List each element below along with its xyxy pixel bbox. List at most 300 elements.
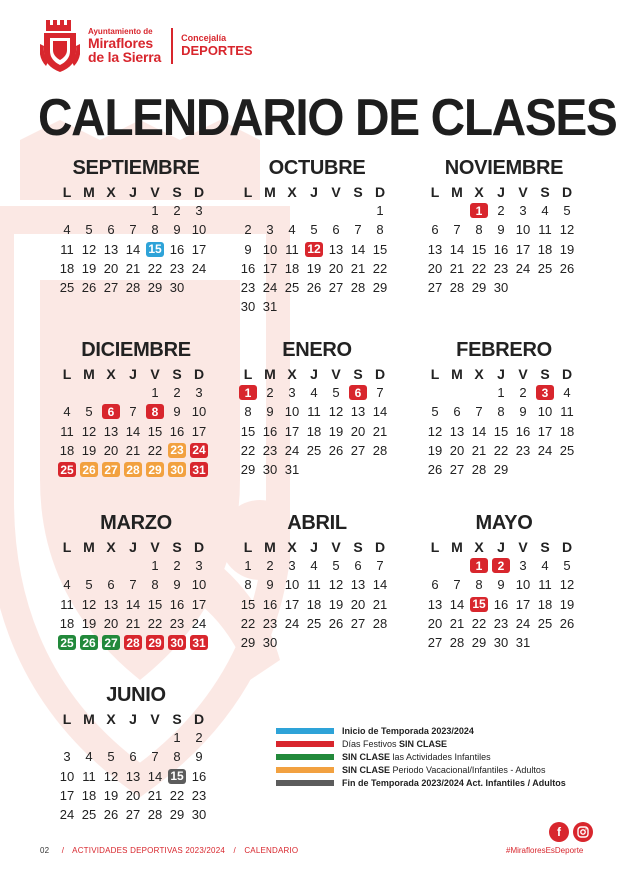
day-cell: 28 [350,280,366,296]
social-links [549,822,593,842]
day-cell: 13 [449,423,465,439]
header [40,16,253,76]
day-cell: 7 [354,222,362,238]
weekday-label: J [497,183,505,200]
day-cell: 27 [350,442,366,458]
day-cell: 30 [169,280,185,296]
day-cell: 30 [262,462,278,478]
day-marker-blue: 15 [146,242,164,257]
day-cell: 1 [244,558,252,574]
month-grid [237,364,397,479]
day-cell: 16 [493,596,509,612]
day-cell: 10 [284,404,300,420]
weekday-label: J [129,365,137,382]
day-cell: 22 [493,442,509,458]
day-cell: 25 [284,280,300,296]
day-cell: 7 [129,222,137,238]
day-cell [144,240,166,259]
day-cell: 5 [563,203,571,219]
day-cell: 24 [191,615,207,631]
day-cell: 7 [129,404,137,420]
day-cell: 18 [81,787,97,803]
day-cell: 3 [519,558,527,574]
day-marker-red: 25 [58,462,76,477]
day-cell [237,383,259,402]
day-cell: 19 [559,596,575,612]
day-cell: 20 [328,260,344,276]
day-cell: 16 [515,423,531,439]
day-cell [78,460,100,479]
day-cell: 25 [306,442,322,458]
day-cell: 6 [354,558,362,574]
month-block [56,511,216,652]
day-cell: 15 [471,241,487,257]
day-cell: 28 [125,280,141,296]
day-cell: 24 [515,615,531,631]
day-cell: 21 [125,442,141,458]
weekday-label: D [193,710,205,727]
weekday-label: L [430,365,440,382]
day-cell [188,633,210,652]
day-cell: 17 [191,596,207,612]
day-cell: 14 [372,404,388,420]
legend [276,724,566,789]
day-cell: 31 [284,462,300,478]
weekday-label: J [129,183,137,200]
day-cell: 8 [151,222,159,238]
org-name [88,28,161,65]
weekday-label: V [518,365,528,382]
day-cell: 28 [449,635,465,651]
day-marker-red: 24 [190,443,208,458]
weekday-label: J [497,365,505,382]
day-cell: 23 [515,442,531,458]
day-cell: 22 [471,615,487,631]
month-block [424,156,584,297]
month-grid [424,537,584,652]
day-cell: 5 [563,558,571,574]
day-cell: 8 [244,577,252,593]
day-cell: 16 [493,241,509,257]
day-cell: 21 [350,260,366,276]
month-name: OCTUBRE [268,157,366,179]
day-cell [534,383,556,402]
day-cell: 29 [169,807,185,823]
day-cell: 11 [60,423,74,439]
day-cell [303,240,325,259]
weekday-label: X [474,538,484,555]
day-cell [166,441,188,460]
day-cell: 19 [328,423,344,439]
day-cell: 17 [284,596,300,612]
month-name: MARZO [100,512,172,534]
day-cell: 21 [449,260,465,276]
day-cell: 12 [103,768,119,784]
day-cell: 26 [328,615,344,631]
day-marker-green: 25 [58,635,76,650]
day-cell: 27 [125,807,141,823]
month-grid [56,182,216,297]
crest-logo [40,18,80,74]
day-cell: 29 [240,635,256,651]
weekday-label: J [310,365,318,382]
empty-cell [424,383,446,402]
weekday-label: J [310,538,318,555]
legend-text-bold: SIN CLASE [399,738,448,749]
day-cell: 30 [191,807,207,823]
legend-text: Días Festivos [342,738,400,749]
day-cell: 6 [107,222,115,238]
day-cell: 16 [169,423,185,439]
day-marker-orange: 23 [168,443,186,458]
day-cell: 10 [284,577,300,593]
instagram-icon[interactable] [573,822,593,842]
empty-cell [347,201,369,220]
footer-section: ACTIVIDADES DEPORTIVAS 2023/2024 [72,846,226,855]
day-cell: 4 [288,222,296,238]
weekday-label: D [193,183,205,200]
day-cell: 23 [493,260,509,276]
month-grid [424,182,584,297]
day-marker-orange: 27 [102,462,120,477]
month-name: DICIEMBRE [81,339,191,361]
weekday-label: D [374,183,386,200]
day-cell: 18 [306,423,322,439]
day-cell: 27 [350,615,366,631]
day-cell: 8 [497,404,505,420]
day-cell: 22 [471,260,487,276]
weekday-label: D [561,538,573,555]
day-cell: 9 [173,577,181,593]
day-cell: 24 [537,442,553,458]
weekday-label: L [62,710,72,727]
day-cell: 17 [284,423,300,439]
day-cell: 25 [537,615,553,631]
day-cell [122,460,144,479]
day-cell: 17 [515,241,531,257]
day-cell: 23 [169,260,185,276]
day-cell: 29 [471,280,487,296]
day-cell: 3 [195,385,203,401]
legend-swatch-blue [276,728,334,734]
day-cell: 9 [173,222,181,238]
weekday-label: X [287,183,297,200]
day-cell: 20 [427,260,443,276]
day-cell: 18 [537,596,553,612]
day-cell: 11 [307,577,321,593]
weekday-label: D [561,183,573,200]
day-cell: 13 [103,241,119,257]
day-cell: 14 [471,423,487,439]
day-cell: 16 [262,423,278,439]
day-cell [166,633,188,652]
day-cell: 28 [147,807,163,823]
day-cell: 8 [244,404,252,420]
weekday-label: L [243,538,253,555]
day-cell: 20 [350,596,366,612]
day-marker-red: 6 [349,385,367,400]
day-cell: 23 [240,280,256,296]
day-cell: 13 [350,404,366,420]
day-cell: 1 [151,558,159,574]
empty-cell [122,728,144,747]
day-cell: 29 [240,462,256,478]
day-cell: 2 [266,558,274,574]
weekday-label: L [243,365,253,382]
day-cell: 19 [81,260,97,276]
day-cell: 5 [431,404,439,420]
day-cell: 17 [515,596,531,612]
empty-cell [122,201,144,220]
day-cell [100,460,122,479]
day-cell: 28 [471,462,487,478]
day-cell: 18 [559,423,575,439]
day-cell: 21 [449,615,465,631]
day-cell: 20 [103,260,119,276]
day-cell: 26 [559,615,575,631]
day-marker-orange: 28 [124,462,142,477]
weekday-label: S [172,538,182,555]
weekday-label: V [150,710,160,727]
day-cell: 29 [372,280,388,296]
day-cell: 26 [103,807,119,823]
day-cell: 7 [376,558,384,574]
weekday-label: V [331,183,341,200]
month-grid [237,537,397,652]
empty-cell [446,556,468,575]
month-name: NOVIEMBRE [444,157,564,179]
day-cell: 28 [372,615,388,631]
month-block [237,338,397,479]
day-cell: 8 [376,222,384,238]
legend-item [276,763,566,776]
day-cell [144,402,166,421]
month-grid [237,182,397,316]
empty-cell [281,201,303,220]
day-cell: 5 [85,404,93,420]
day-cell: 5 [332,385,340,401]
day-cell: 21 [372,423,388,439]
day-cell: 19 [306,260,322,276]
day-cell: 22 [147,260,163,276]
day-cell: 1 [376,203,384,219]
day-cell: 10 [191,222,207,238]
day-cell: 16 [169,241,185,257]
weekday-label: X [106,710,116,727]
empty-cell [303,201,325,220]
day-cell: 26 [328,442,344,458]
weekday-label: S [172,710,182,727]
day-marker-red: 1 [470,558,488,573]
day-cell: 22 [169,787,185,803]
day-cell: 13 [125,768,141,784]
weekday-label: S [353,183,363,200]
day-marker-red: 28 [124,635,142,650]
day-cell: 9 [266,404,274,420]
empty-cell [122,556,144,575]
day-cell: 24 [284,442,300,458]
empty-cell [424,556,446,575]
weekday-label: M [451,365,463,382]
day-cell: 26 [559,260,575,276]
day-cell: 29 [471,635,487,651]
day-cell: 22 [147,615,163,631]
day-cell: 22 [147,442,163,458]
day-cell: 4 [563,385,571,401]
day-cell: 24 [515,260,531,276]
day-cell: 7 [129,577,137,593]
day-cell: 4 [541,558,549,574]
day-cell: 23 [262,615,278,631]
day-cell: 12 [81,596,97,612]
day-cell: 15 [493,423,509,439]
day-cell: 1 [173,730,181,746]
day-cell: 4 [63,577,71,593]
day-cell: 5 [107,749,115,765]
day-cell: 10 [191,404,207,420]
weekday-label: M [264,365,276,382]
weekday-label: S [353,538,363,555]
day-cell: 25 [559,442,575,458]
day-marker-green: 27 [102,635,120,650]
day-cell: 4 [63,404,71,420]
day-cell: 9 [173,404,181,420]
weekday-label: S [540,183,550,200]
day-cell: 12 [328,577,344,593]
legend-item [276,724,566,737]
weekday-label: J [129,710,137,727]
day-cell: 18 [306,596,322,612]
day-cell: 10 [191,577,207,593]
weekday-label: V [518,183,528,200]
day-cell: 3 [288,558,296,574]
day-cell: 20 [125,787,141,803]
day-cell: 11 [60,241,74,257]
weekday-label: S [353,365,363,382]
month-block [56,683,216,824]
empty-cell [100,728,122,747]
day-cell: 11 [538,577,552,593]
day-cell: 29 [493,462,509,478]
day-cell [122,633,144,652]
facebook-icon[interactable]: f [549,822,569,842]
day-cell: 19 [328,596,344,612]
day-cell: 6 [431,222,439,238]
day-cell: 27 [103,280,119,296]
empty-cell [56,556,78,575]
dept-big: DEPORTES [181,42,253,58]
day-cell: 10 [262,241,278,257]
day-cell: 9 [497,577,505,593]
month-block [237,156,397,316]
legend-text-bold: Fin de Temporada 2023/2024 Act. Infantiles / Adultos [342,777,566,788]
day-cell: 26 [306,280,322,296]
day-cell: 4 [541,203,549,219]
hashtag[interactable]: #MirafloresEsDeporte [506,846,584,855]
day-cell: 2 [519,385,527,401]
day-cell: 22 [372,260,388,276]
day-cell: 11 [82,768,96,784]
day-marker-red: 2 [492,558,510,573]
day-cell: 30 [493,635,509,651]
day-marker-red: 1 [239,385,257,400]
weekday-label: V [150,183,160,200]
day-cell: 2 [244,222,252,238]
day-cell: 21 [372,596,388,612]
day-cell: 10 [515,222,531,238]
day-marker-red: 3 [536,385,554,400]
day-cell: 15 [372,241,388,257]
day-cell: 3 [288,385,296,401]
day-cell: 17 [191,423,207,439]
weekday-label: M [451,538,463,555]
day-cell: 3 [195,558,203,574]
day-marker-green: 26 [80,635,98,650]
weekday-label: X [474,183,484,200]
legend-text: Periodo Vacacional/Infantiles - Adultos [390,764,546,775]
month-block [56,156,216,297]
day-cell: 23 [191,787,207,803]
empty-cell [122,383,144,402]
day-cell: 24 [59,807,75,823]
day-cell: 14 [125,241,141,257]
day-cell: 6 [107,577,115,593]
empty-cell [100,556,122,575]
day-cell: 14 [350,241,366,257]
footer [40,846,298,855]
day-cell: 21 [471,442,487,458]
day-cell: 17 [59,787,75,803]
weekday-label: L [243,183,253,200]
weekday-label: M [83,365,95,382]
empty-cell [56,383,78,402]
empty-cell [468,383,490,402]
day-cell [144,633,166,652]
month-block [237,511,397,652]
day-cell: 2 [173,203,181,219]
day-cell: 1 [151,385,159,401]
day-cell [56,460,78,479]
day-cell: 19 [103,787,119,803]
day-cell: 30 [262,635,278,651]
day-cell [100,633,122,652]
weekday-label: X [474,365,484,382]
day-marker-red: 29 [146,635,164,650]
weekday-label: D [193,538,205,555]
day-cell: 13 [427,596,443,612]
weekday-label: J [129,538,137,555]
day-marker-orange: 30 [168,462,186,477]
legend-item [276,737,566,750]
day-cell: 14 [147,768,163,784]
empty-cell [78,383,100,402]
day-cell: 6 [453,404,461,420]
day-cell: 23 [493,615,509,631]
day-cell: 7 [453,222,461,238]
day-cell: 5 [332,558,340,574]
day-cell: 19 [81,442,97,458]
day-cell: 17 [537,423,553,439]
empty-cell [259,201,281,220]
weekday-label: M [83,538,95,555]
day-cell: 7 [376,385,384,401]
day-cell: 12 [427,423,443,439]
day-cell: 18 [59,442,75,458]
day-cell: 18 [284,260,300,276]
day-cell: 13 [328,241,344,257]
weekday-label: S [540,538,550,555]
legend-swatch-red [276,741,334,747]
